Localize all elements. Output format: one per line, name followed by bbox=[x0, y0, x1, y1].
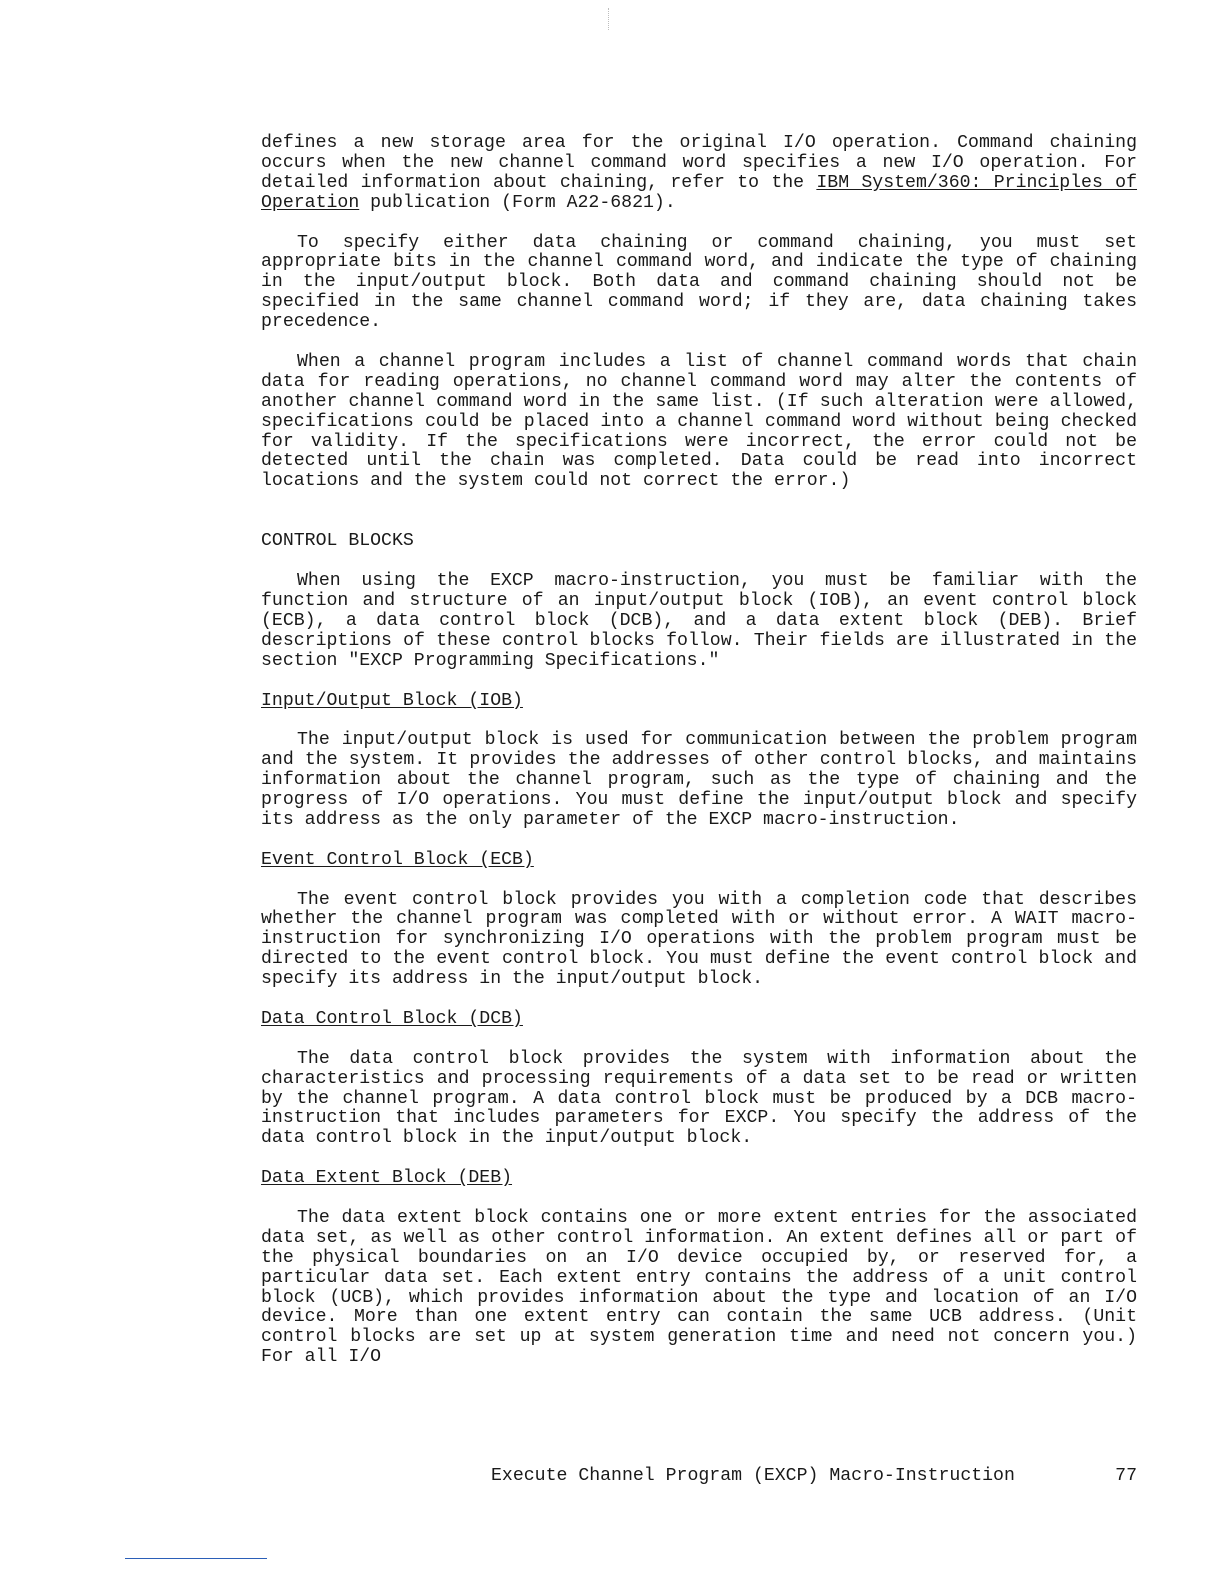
subheading-deb bbox=[261, 1169, 1137, 1189]
paragraph-iob: The input/output block is used for communication between the problem program and the system. It provides the addresses of other control blocks, and maintains information about the channel program, such as the type of chaining and the progress of I/O operations. You must define the input/output block and specify its address as the only parameter of the EXCP macro-instruction. bbox=[261, 730, 1137, 830]
page-body bbox=[261, 134, 1137, 1388]
paragraph-ecb: The event control block provides you with a completion code that describes whether the channel program was completed with or without error. A WAIT macro-instruction for synchronizing I/O operations with the problem program must be directed to the event control block. You must define the event control block and specify its address in the input/output block. bbox=[261, 889, 1137, 990]
publication-reference: IBM System/360: Principles of Operation bbox=[261, 172, 1138, 213]
footer-title: Execute Channel Program (EXCP) Macro-Instruction bbox=[491, 1466, 1015, 1486]
page-number: 77 bbox=[1115, 1466, 1137, 1486]
paragraph-specify-chaining: To specify either data chaining or command chaining, you must set appropriate bits in the channel command word, and indicate the type of chaining in the input/output block. Both data and command chaining should not be specified in the same channel command word; if they are, data chaining takes precedence. bbox=[261, 232, 1137, 333]
paragraph-channel-program: When a channel program includes a list of channel command words that chain data for reading operations, no channel command word may alter the contents of another channel command word in the same list. (If such alteration were allowed, specifications could be placed into a channel command word without being checked for validity. If the specifications were incorrect, the error could not be detected until the chain was completed. Data could be read into incorrect locations and the system could not correct the error.) bbox=[261, 351, 1137, 492]
subheading-text: Event Control Block (ECB) bbox=[261, 849, 534, 870]
subheading-iob bbox=[261, 692, 1137, 712]
subheading-text: Data Extent Block (DEB) bbox=[261, 1168, 513, 1189]
scan-mark bbox=[608, 8, 610, 30]
subheading-text: Input/Output Block (IOB) bbox=[261, 690, 523, 711]
subheading-ecb bbox=[261, 851, 1137, 871]
paragraph-dcb: The data control block provides the system with information about the characteristics and processing requirements of a data set to be read or written by the channel program. A data control block must be produced by a DCB macro-instruction that includes parameters for EXCP. You specify the address of the data control block in the input/output block. bbox=[261, 1048, 1137, 1149]
paragraph-text: defines a new storage area for the original I/O operation. Command chaining occurs when the new channel command word specifies a new I/O operation. For detailed information about chaining, refer to the bbox=[261, 133, 1137, 193]
paragraph-text: publication (Form A22-6821). bbox=[359, 192, 676, 213]
bottom-rule bbox=[125, 1558, 267, 1559]
paragraph-deb: The data extent block contains one or more extent entries for the associated data set, as well as other control information. An extent defines all or part of the physical boundaries on an I/O device occupied by, or reserved for, a particular data set. Each extent entry contains the address of a unit control block (UCB), which provides information about the type and location of an I/O device. More than one extent entry can contain the same UCB address. (Unit control blocks are set up at system generation time and need not concern you.) For all I/O bbox=[261, 1207, 1137, 1368]
section-heading-control-blocks: CONTROL BLOCKS bbox=[261, 531, 414, 552]
subheading-text: Data Control Block (DCB) bbox=[261, 1008, 523, 1029]
subheading-dcb bbox=[261, 1010, 1137, 1030]
paragraph-control-blocks-intro: When using the EXCP macro-instruction, you must be familiar with the function and structure of an input/output block (IOB), an event control block (ECB), a data control block (DCB), and a data extent block (DEB). Brief descriptions of these control blocks follow. Their fields are illustrated in the section "EXCP Programming Specifications." bbox=[261, 571, 1137, 671]
paragraph-chaining-intro bbox=[261, 134, 1137, 214]
